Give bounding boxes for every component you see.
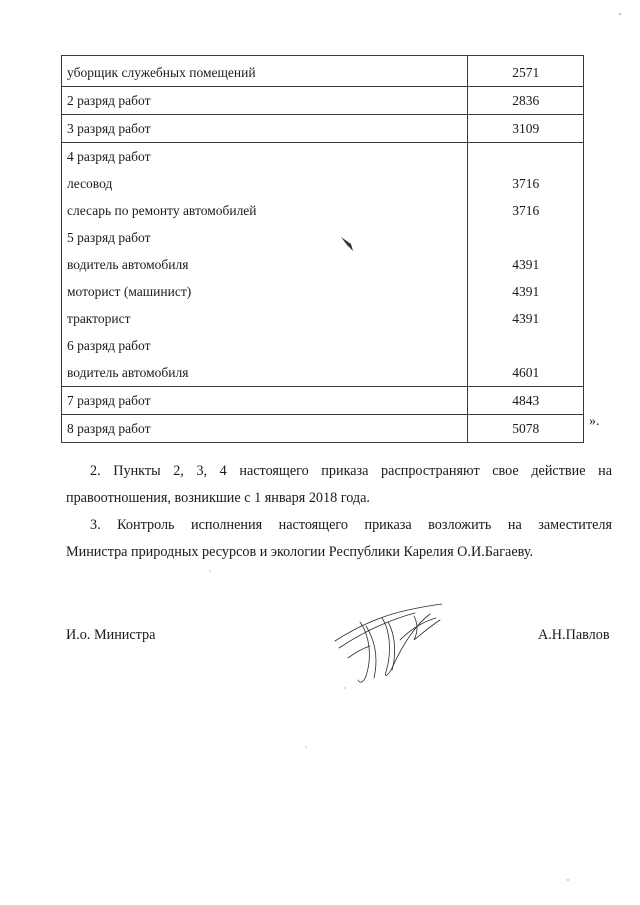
position-label: моторист (машинист) bbox=[67, 284, 192, 299]
rate-value: 2571 bbox=[512, 65, 540, 80]
position-label: 4 разряд работ bbox=[67, 149, 151, 164]
closing-quote: ». bbox=[589, 414, 600, 429]
signatory-name: А.Н.Павлов bbox=[538, 627, 610, 643]
position-label: тракторист bbox=[67, 311, 131, 326]
paragraph-2-line-1: 2. Пункты 2, 3, 4 настоящего приказа распространяют свое действие на bbox=[90, 463, 612, 479]
rate-value: 4601 bbox=[512, 365, 540, 380]
rate-value: 2836 bbox=[512, 93, 540, 108]
rate-value: 4391 bbox=[512, 284, 540, 299]
rate-value: 4391 bbox=[512, 311, 540, 326]
position-label: слесарь по ремонту автомобилей bbox=[67, 203, 257, 218]
position-label: уборщик служебных помещений bbox=[67, 65, 256, 80]
rate-value: 4391 bbox=[512, 257, 540, 272]
rate-value: 3716 bbox=[512, 176, 540, 191]
position-label: 6 разряд работ bbox=[67, 338, 151, 353]
position-label: 2 разряд работ bbox=[67, 93, 151, 108]
position-label: водитель автомобиля bbox=[67, 257, 189, 272]
position-label: 7 разряд работ bbox=[67, 393, 151, 408]
paragraph-3-line-2: Министра природных ресурсов и экологии Республики Карелия О.И.Багаеву. bbox=[66, 544, 534, 560]
position-label: 5 разряд работ bbox=[67, 230, 151, 245]
rate-value: 3716 bbox=[512, 203, 540, 218]
paragraph-3-line-1: 3. Контроль исполнения настоящего приказа возложить на заместителя bbox=[90, 517, 612, 533]
position-label: 3 разряд работ bbox=[67, 121, 151, 136]
paragraph-2-line-2: правоотношения, возникшие с 1 января 2018 года. bbox=[66, 490, 370, 506]
rate-value: 5078 bbox=[512, 421, 540, 436]
position-label: 8 разряд работ bbox=[67, 421, 151, 436]
position-label: водитель автомобиля bbox=[67, 365, 189, 380]
signatory-role: И.о. Министра bbox=[66, 627, 156, 643]
position-label: лесовод bbox=[67, 176, 113, 191]
rate-value: 3109 bbox=[512, 121, 540, 136]
rate-value: 4843 bbox=[512, 393, 540, 408]
